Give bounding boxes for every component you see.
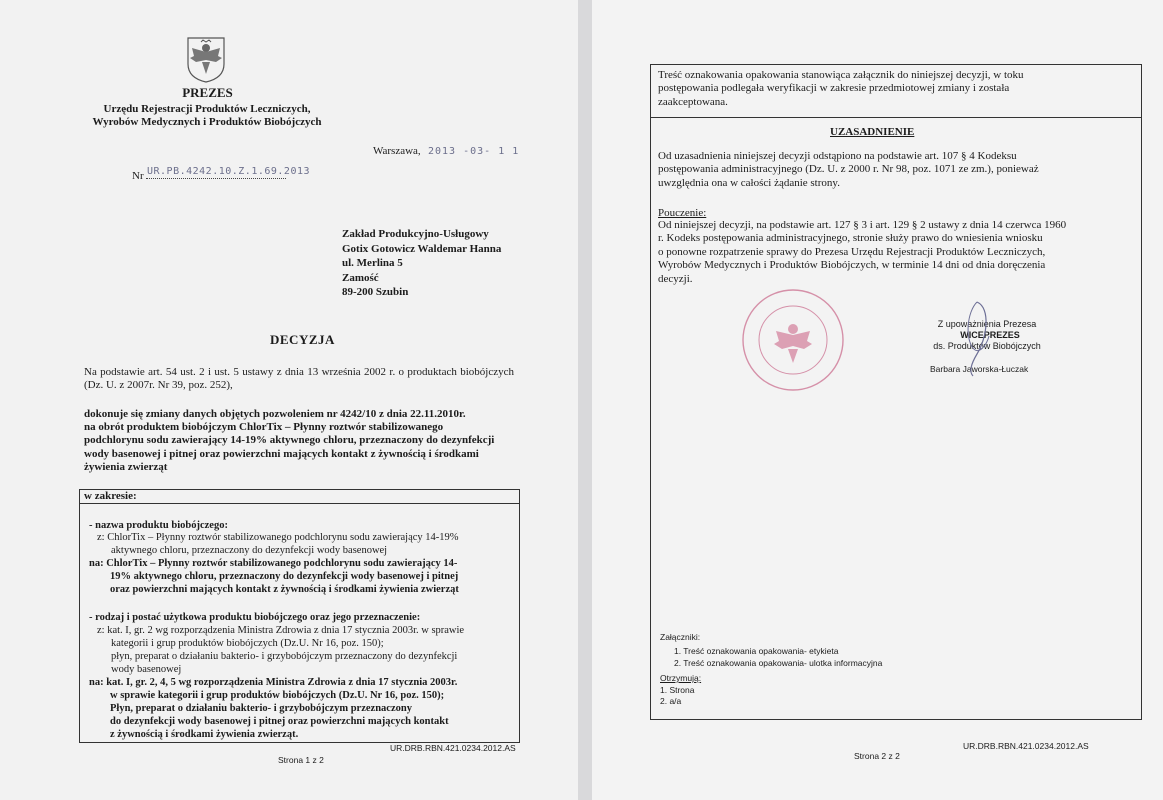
name-from-line: z: ChlorTix – Płynny roztwór stabilizowanego podchlorynu sodu zawierający 14-19% <box>97 532 459 543</box>
decision-line: wody basenowej i pitnej oraz powierzchni mających kontakt z żywnością i środkami <box>84 447 479 460</box>
label-text-line: Treść oznakowania opakowania stanowiąca załącznik do niniejszej decyzji, w toku <box>658 69 1024 81</box>
page-number: Strona 2 z 2 <box>854 751 900 761</box>
nr-handwritten: UR.PB.4242.10.Z.1.69.2013 <box>147 166 311 177</box>
recipient-address <box>342 227 501 300</box>
instruction-line: Od niniejszej decyzji, na podstawie art. 127 § 3 i art. 129 § 2 ustawy z dnia 14 czerwca 1960 <box>658 219 1067 231</box>
justification-line: uwzględnia ona w całości żądanie strony. <box>658 176 840 189</box>
recipient-item: 2. a/a <box>660 696 682 706</box>
decision-line: żywienia zwierząt <box>84 460 168 473</box>
decision-line: dokonuje się zmiany danych objętych pozwoleniem nr 4242/10 z dnia 22.11.2010r. <box>84 408 466 420</box>
kind-from-line: wody basenowej <box>111 664 182 675</box>
scope-box-divider <box>79 503 519 504</box>
name-to-line: 19% aktywnego chloru, przeznaczony do dezynfekcji wody basenowej i pitnej <box>110 571 459 582</box>
header-institution <box>62 103 352 130</box>
signature-line: WICEPREZES <box>960 330 1020 340</box>
instruction-heading: Pouczenie: <box>658 207 707 219</box>
instruction-line: o ponowne rozpatrzenie sprawy do Prezesa Urzędu Rejestracji Produktów Leczniczych, <box>658 245 1046 258</box>
name-to-line: na: ChlorTix – Płynny roztwór stabilizowanego podchlorynu sodu zawierający 14- <box>89 558 458 569</box>
name-from-line: aktywnego chloru, przeznaczony do dezynfekcji wody basenowej <box>111 545 388 556</box>
header-line: Wyrobów Medycznych i Produktów Biobójczych <box>92 116 322 129</box>
scope-label: w zakresie: <box>84 490 137 502</box>
city-label: Warszawa, <box>373 145 421 157</box>
decision-text <box>84 408 516 474</box>
name-to-line: oraz powierzchni mających kontakt z żywnością i środkami żywienia zwierząt <box>110 584 459 595</box>
kind-from-line: kategorii i grup produktów biobójczych (Dz.U. Nr 16, poz. 150); <box>111 638 384 649</box>
official-seal-icon <box>728 285 858 395</box>
ref-code: UR.DRB.RBN.421.0234.2012.AS <box>963 741 1089 751</box>
kind-heading: - rodzaj i postać użytkowa produktu biobójczego oraz jego przeznaczenie: <box>89 612 421 623</box>
signature-name: Barbara Jaworska-Łuczak <box>930 364 1029 374</box>
legal-basis: Na podstawie art. 54 ust. 2 i ust. 5 ustawy z dnia 13 września 2002 r. o produktach biobójczych (Dz. U. z 2007r. Nr 39, poz. 252), <box>84 366 514 392</box>
date-stamp: 2013 -03- 1 1 <box>428 146 520 157</box>
recipient-line: Zamość <box>342 271 379 284</box>
kind-to-line: Płyn, preparat o działaniu bakterio- i grzybobójczym przeznaczony <box>110 703 412 714</box>
recipient-line: Zakład Produkcyjno-Usługowy <box>342 228 489 240</box>
attachment-item: 2. Treść oznakowania opakowania- ulotka informacyjna <box>674 658 883 668</box>
kind-from-line: płyn, preparat o działaniu bakterio- i grzybobójczym przeznaczony do dezynfekcji <box>111 651 458 662</box>
kind-to-line: w sprawie kategorii i grup produktów biobójczych (Dz.U. Nr 16, poz. 150); <box>110 690 445 701</box>
attachment-item: 1. Treść oznakowania opakowania- etykieta <box>674 646 839 656</box>
instruction-line: r. Kodeks postępowania administracyjnego, stronie służy prawo do wniesienia wniosku <box>658 232 1043 245</box>
name-from <box>97 531 515 557</box>
label-text <box>658 69 1136 109</box>
page-number: Strona 1 z 2 <box>278 755 324 765</box>
kind-to <box>89 676 515 741</box>
polish-eagle-emblem-icon <box>184 34 228 84</box>
justification-heading: UZASADNIENIE <box>830 126 915 138</box>
instruction-text <box>658 219 1136 286</box>
justification-line: postępowania administracyjnego (Dz. U. z 2000 r. Nr 98, poz. 1071 ze zm.), ponieważ <box>658 163 1039 176</box>
ref-code: UR.DRB.RBN.421.0234.2012.AS <box>390 743 516 753</box>
label-text-line: zaakceptowana. <box>658 95 728 108</box>
attachments-label: Załączniki: <box>660 632 701 642</box>
document-page-2 <box>592 0 1163 800</box>
name-heading: - nazwa produktu biobójczego: <box>89 520 228 531</box>
nr-label: Nr <box>132 170 144 182</box>
nr-dotted-line <box>146 178 286 179</box>
name-to <box>89 557 515 596</box>
signature-line: ds. Produktów Biobójczych <box>933 341 1041 351</box>
header-title: PREZES <box>182 85 233 100</box>
document-page-1 <box>0 0 578 800</box>
header-line: Urzędu Rejestracji Produktów Leczniczych, <box>103 103 311 115</box>
recipients-label: Otrzymują: <box>660 673 702 683</box>
kind-to-line: do dezynfekcji wody basenowej i pitnej oraz powierzchni mających kontakt <box>110 716 449 727</box>
justification-text <box>658 150 1136 190</box>
attachments-list <box>674 645 882 669</box>
kind-to-line: z żywnością i środkami żywienia zwierząt. <box>110 729 299 740</box>
recipient-line: Gotix Gotowicz Waldemar Hanna <box>342 242 502 255</box>
justification-line: Od uzasadnienia niniejszej decyzji odstąpiono na podstawie art. 107 § 4 Kodeksu <box>658 150 1017 162</box>
recipients-list <box>660 685 695 707</box>
kind-to-line: na: kat. I, gr. 2, 4, 5 wg rozporządzenia Ministra Zdrowia z dnia 17 stycznia 2003r. <box>89 677 458 688</box>
decision-title: DECYZJA <box>270 332 335 347</box>
recipient-item: 1. Strona <box>660 685 695 695</box>
recipient-line: 89-200 Szubin <box>342 286 409 298</box>
handwritten-signature-icon <box>947 298 1007 378</box>
kind-from-line: z: kat. I, gr. 2 wg rozporządzenia Ministra Zdrowia z dnia 17 stycznia 2003r. w sprawie <box>97 625 465 636</box>
decision-line: podchlorynu sodu zawierający 14-19% aktywnego chloru, przeznaczony do dezynfekcji <box>84 434 495 447</box>
signature-line: Z upoważnienia Prezesa <box>937 319 1037 329</box>
recipient-line: ul. Merlina 5 <box>342 257 403 269</box>
decision-line: na obrót produktem biobójczym ChlorTix – Płynny roztwór stabilizowanego <box>84 421 444 434</box>
label-divider <box>650 117 1142 118</box>
instruction-line: Wyrobów Medycznych i Produktów Biobójczych, w terminie 14 dni od dnia doręczenia <box>658 259 1046 272</box>
instruction-line: decyzji. <box>658 272 693 285</box>
kind-from <box>97 624 515 676</box>
label-text-line: postępowania podlegała weryfikacji w zakresie przedmiotowej zmiany i została <box>658 82 1010 95</box>
